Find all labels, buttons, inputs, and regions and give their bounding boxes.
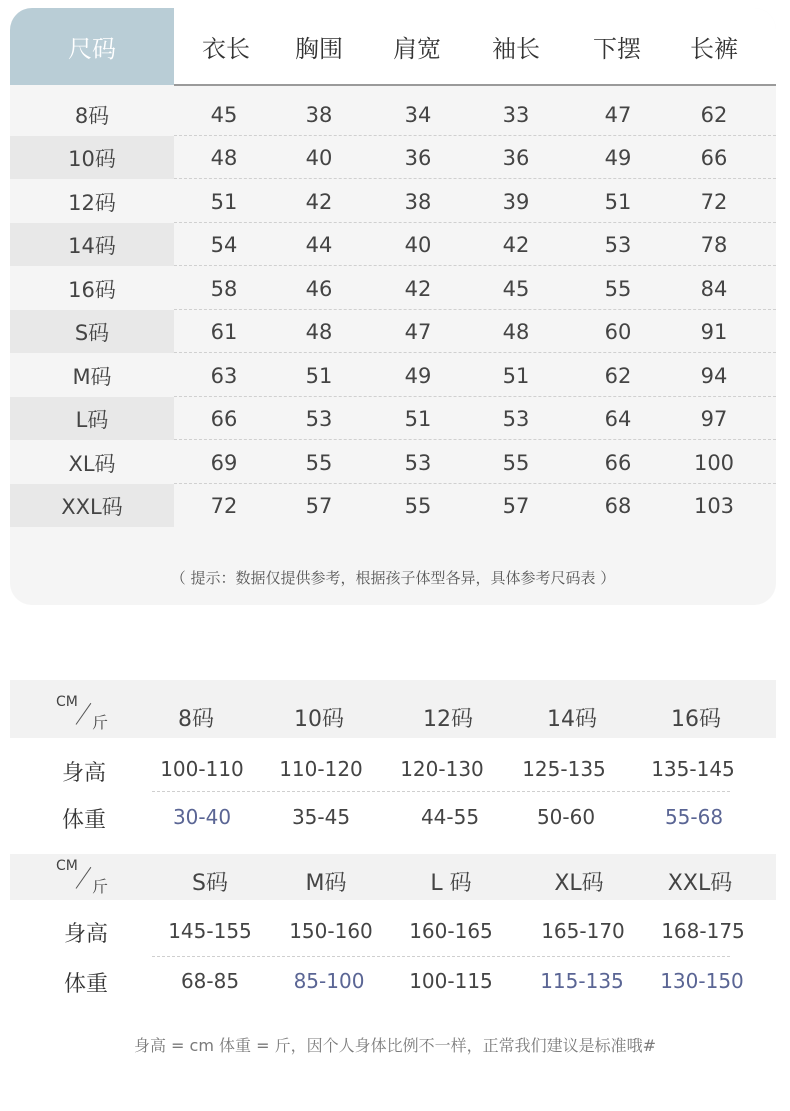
table1-height: 135-145	[651, 757, 735, 781]
table1-weight: 35-45	[291, 805, 351, 829]
row-size-label: S码	[10, 310, 174, 353]
row-size-label: 12码	[68, 190, 116, 215]
table-row	[10, 93, 776, 136]
table-cell: 42	[404, 276, 432, 301]
table-cell: 36	[502, 145, 530, 170]
table2-height: 168-175	[661, 919, 745, 943]
table1-weight: 30-40	[172, 805, 232, 829]
unit-slash	[76, 703, 92, 725]
weight-label: 体重	[61, 808, 106, 833]
size-chart-card	[10, 8, 776, 605]
table-cell: 48	[210, 145, 238, 170]
table-cell: 46	[305, 276, 333, 301]
row-size-label: 10码	[10, 136, 174, 179]
unit-slash	[76, 867, 92, 889]
table1-unit	[56, 694, 116, 738]
table-row	[10, 136, 776, 179]
table-cell: 55	[305, 450, 333, 475]
table-cell: 84	[700, 276, 728, 301]
table2-unit	[56, 858, 116, 902]
table-cell: 62	[604, 363, 632, 388]
table-cell: 62	[700, 102, 728, 127]
header-col-shoulder: 肩宽	[393, 35, 441, 63]
unit-cm: CM	[56, 694, 78, 710]
table-cell: 55	[502, 450, 530, 475]
table-cell: 51	[305, 363, 333, 388]
header-col-pants: 长裤	[690, 35, 738, 63]
table2-size: XL码	[554, 871, 604, 896]
table-cell: 58	[210, 276, 238, 301]
row-divider	[174, 265, 776, 266]
header-col-sleeve: 袖长	[492, 35, 540, 63]
height-label: 身高	[61, 761, 106, 786]
table1-height: 120-130	[400, 757, 484, 781]
table1-size: 10码	[294, 707, 344, 732]
table-cell: 45	[210, 102, 238, 127]
unit-jin: 斤	[92, 877, 109, 896]
table-row	[10, 180, 776, 223]
table-cell: 66	[210, 406, 238, 431]
row-size-label: 8码	[74, 103, 110, 128]
row-size-label: 14码	[10, 223, 174, 266]
table-cell: 53	[502, 406, 530, 431]
table2-weight: 85-100	[293, 969, 365, 993]
table-cell: 47	[604, 102, 632, 127]
table-cell: 63	[210, 363, 238, 388]
table-cell: 66	[700, 145, 728, 170]
table-cell: 51	[502, 363, 530, 388]
table-cell: 44	[305, 232, 333, 257]
table-cell: 64	[604, 406, 632, 431]
unit-jin: 斤	[92, 713, 109, 732]
table-cell: 51	[404, 406, 432, 431]
table-row	[10, 397, 776, 440]
table2-height: 165-170	[541, 919, 625, 943]
header-col-length: 衣长	[202, 35, 250, 63]
table2-size: S码	[192, 871, 228, 896]
table-row	[10, 354, 776, 397]
table2-weight: 115-135	[540, 969, 624, 993]
table-row	[10, 223, 776, 266]
table-cell: 91	[700, 319, 728, 344]
table-cell: 38	[305, 102, 333, 127]
table-cell: 47	[404, 319, 432, 344]
row-size-label: XL码	[68, 451, 116, 476]
table-cell: 57	[305, 493, 333, 518]
footer-note: 身高 = cm 体重 = 斤，因个人身体比例不一样，正常我们建议是标准哦#	[133, 1036, 657, 1055]
table1-size: 14码	[547, 707, 597, 732]
table2-divider	[152, 956, 730, 957]
header-size-label: 尺码	[10, 8, 174, 85]
table-row	[10, 484, 776, 527]
table-row	[10, 441, 776, 484]
table-cell: 48	[305, 319, 333, 344]
table1-weight: 50-60	[536, 805, 596, 829]
table-cell: 55	[604, 276, 632, 301]
row-size-label: L码	[10, 397, 174, 440]
table2-height: 145-155	[168, 919, 252, 943]
row-size-label: XXL码	[10, 484, 174, 527]
table-cell: 40	[305, 145, 333, 170]
table1-size: 12码	[423, 707, 473, 732]
table-cell: 42	[305, 189, 333, 214]
table-cell: 34	[404, 102, 432, 127]
table1-weight: 55-68	[664, 805, 724, 829]
table-cell: 57	[502, 493, 530, 518]
table-cell: 53	[305, 406, 333, 431]
table-cell: 60	[604, 319, 632, 344]
table-cell: 48	[502, 319, 530, 344]
table-cell: 103	[693, 493, 735, 518]
table2-size: XXL码	[667, 871, 733, 896]
table-cell: 55	[404, 493, 432, 518]
table-cell: 72	[700, 189, 728, 214]
table2-weight: 130-150	[660, 969, 744, 993]
table1-divider	[152, 791, 730, 792]
table2-height: 150-160	[289, 919, 373, 943]
table-cell: 49	[404, 363, 432, 388]
table2-size: L 码	[430, 871, 472, 896]
table-row	[10, 267, 776, 310]
table-cell: 42	[502, 232, 530, 257]
table-cell: 33	[502, 102, 530, 127]
header-divider	[174, 84, 776, 86]
table-cell: 78	[700, 232, 728, 257]
table-cell: 94	[700, 363, 728, 388]
table1-weight: 44-55	[420, 805, 480, 829]
row-divider	[174, 178, 776, 179]
table2-weight: 100-115	[409, 969, 493, 993]
table-cell: 72	[210, 493, 238, 518]
table-cell: 49	[604, 145, 632, 170]
table-cell: 53	[404, 450, 432, 475]
table2-height: 160-165	[409, 919, 493, 943]
table1-height: 125-135	[522, 757, 606, 781]
table1-height: 100-110	[160, 757, 244, 781]
table2-weight: 68-85	[180, 969, 240, 993]
row-size-label: 16码	[68, 277, 116, 302]
table-row	[10, 310, 776, 353]
table-cell: 51	[604, 189, 632, 214]
table-cell: 68	[604, 493, 632, 518]
row-divider	[174, 439, 776, 440]
row-size-label: M码	[72, 364, 112, 389]
table-cell: 45	[502, 276, 530, 301]
unit-cm: CM	[56, 858, 78, 874]
table1-height: 110-120	[279, 757, 363, 781]
table-cell: 61	[210, 319, 238, 344]
size-chart-header	[10, 8, 776, 85]
table2-size: M码	[305, 871, 347, 896]
table-cell: 39	[502, 189, 530, 214]
height-label: 身高	[63, 922, 108, 947]
size-chart-note: （ 提示：数据仅提供参考，根据孩子体型各异，具体参考尺码表 ）	[170, 569, 616, 587]
table-cell: 51	[210, 189, 238, 214]
table-cell: 53	[604, 232, 632, 257]
table1-size: 16码	[671, 707, 721, 732]
table-cell: 100	[693, 450, 735, 475]
header-col-hem: 下摆	[593, 35, 641, 63]
table-cell: 54	[210, 232, 238, 257]
row-divider	[174, 352, 776, 353]
table1-size: 8码	[178, 707, 214, 732]
table-cell: 38	[404, 189, 432, 214]
header-col-chest: 胸围	[295, 35, 343, 63]
table-cell: 97	[700, 406, 728, 431]
table-cell: 69	[210, 450, 238, 475]
table-cell: 40	[404, 232, 432, 257]
table-cell: 66	[604, 450, 632, 475]
table-cell: 36	[404, 145, 432, 170]
weight-label: 体重	[63, 972, 108, 997]
